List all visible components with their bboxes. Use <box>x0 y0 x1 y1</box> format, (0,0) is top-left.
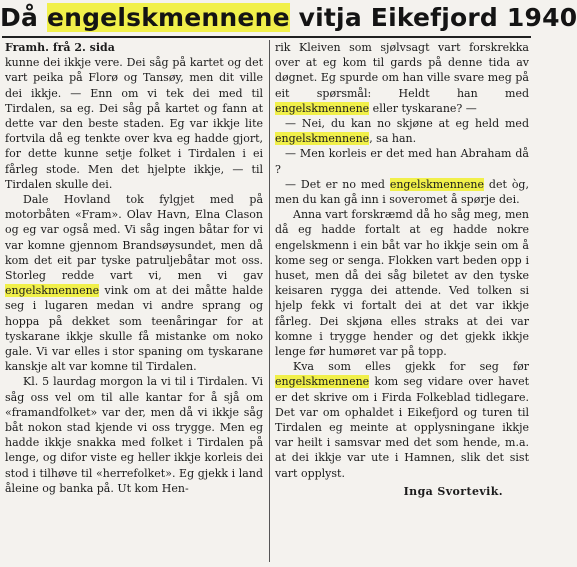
headline-rule <box>2 36 531 38</box>
right-p1-text-b: eller tyskarane? — <box>369 101 477 115</box>
headline-suffix: vitja Eikefjord 1940 <box>289 3 577 32</box>
headline-highlight: engelskmennene <box>46 3 290 32</box>
right-p2-text-b: , sa han. <box>369 132 417 146</box>
left-paragraph-1 <box>5 40 263 192</box>
headline <box>0 2 577 34</box>
highlight-term: engelskmennene <box>389 177 484 191</box>
column-divider <box>269 40 270 562</box>
headline-prefix: Då <box>0 3 47 32</box>
right-paragraph-3: — Men korleis er det med han Abraham då ? <box>275 147 529 176</box>
highlight-term: engelskmennene <box>275 132 370 146</box>
right-p4-text-b: det òg, men du kan gå inn i soveromet å spørje dei. <box>275 177 529 207</box>
left-paragraph-2 <box>5 192 263 374</box>
author-signature: Inga Svortevik. <box>403 484 503 498</box>
left-column <box>5 40 263 565</box>
right-paragraph-4 <box>275 177 529 207</box>
kicker: Framh. frå 2. sida <box>5 41 115 54</box>
left-p2-text-a: Dale Hovland tok fylgjet med på motorbåten «Fram». Olav Havn, Elna Clason og eg var også med. Vi såg ingen båtar for vi var komne gjennom Brandsøysundet, men då kom det eit par tyske patruljebåtar mot oss. Storleg redde vart vi, men vi gav <box>5 193 263 283</box>
right-p2-text-a: — Nei, du kan no skjøne at eg held med <box>285 117 529 131</box>
highlight-term: engelskmennene <box>275 375 370 389</box>
highlight-term: engelskmennene <box>275 101 370 115</box>
right-p1-text-a: rik Kleiven som sjølvsagt vart forskrekka over at eg kom til gards på denne tida av døgnet. Eg spurde om han ville svare meg på eit spørsmål: Heldt han med <box>275 41 529 100</box>
right-paragraph-5: Anna vart forskræmd då ho såg meg, men då eg hadde fortalt at eg hadde nokre engelskmenn i ein båt var ho ikkje sein om å kome seg or senga. Flokken vart beden opp i huset, men då dei såg biletet av den tyske keisaren rygga dei attende. Ved tolken si hjelp fekk vi fortalt dei at det var ikkje fårleg. Dei skjøna elles straks at dei var komne i trygge hender og det gjekk ikkje lenge før humøret var på topp. <box>275 208 529 359</box>
left-paragraph-3: Kl. 5 laurdag morgon la vi til i Tirdalen. Vi såg oss vel om til alle kantar for å sjå om «framandfolket» var der, men då vi ikkje såg båt nokon stad kjende vi oss trygge. Men eg hadde ikkje snakka med folket i Tirdalen på lenge, og difor viste eg heller ikkje korleis dei stod i tilhøve til «herrefolket». Eg gjekk i land åleine og banka på. Ut kom Hen- <box>5 375 263 495</box>
right-p6-text-a: Kva som elles gjekk for seg før <box>293 360 529 374</box>
right-column <box>275 40 529 565</box>
right-paragraph-6 <box>275 359 529 481</box>
left-p1-text: kunne dei ikkje vere. Dei såg på kartet og det vart peika på Florø og Tansøy, men dit ville dei ikkje. — Enn om vi tek dei med til Tirdalen, sa eg. Dei såg på kartet og fann at dette var den beste staden. Eg var ikkje lite fortvila då eg tenkte over kva eg hadde gjort, for dette kunne setje folket i Tirdalen i ei fårleg stode. Men det hjelpte ikkje, — til Tirdalen skulle dei. <box>5 56 263 191</box>
right-paragraph-2 <box>275 116 529 146</box>
right-p4-text-a: — Det er no med <box>285 177 390 191</box>
right-p6-text-b: kom seg vidare over havet er det skrive om i Firda Folkeblad tidlegare. Det var om ophaldet i Eikefjord og turen til Tirdalen eg meinte at opplysningane ikkje var heilt i samsvar med det som hende, m.a. at dei ikkje var ute i Hamnen, slik det sist vart opplyst. <box>275 375 529 480</box>
left-p2-text-b: vink om at dei måtte halde seg i lugaren medan vi andre sprang og hoppa på dekket som teenåringar for at tyskarane ikkje skulle få mistanke om noko gale. Vi var elles i stor spaning om tyskarane kanskje alt var komne til Tirdalen. <box>5 284 263 374</box>
right-paragraph-1 <box>275 40 529 116</box>
highlight-term: engelskmennene <box>5 284 100 298</box>
